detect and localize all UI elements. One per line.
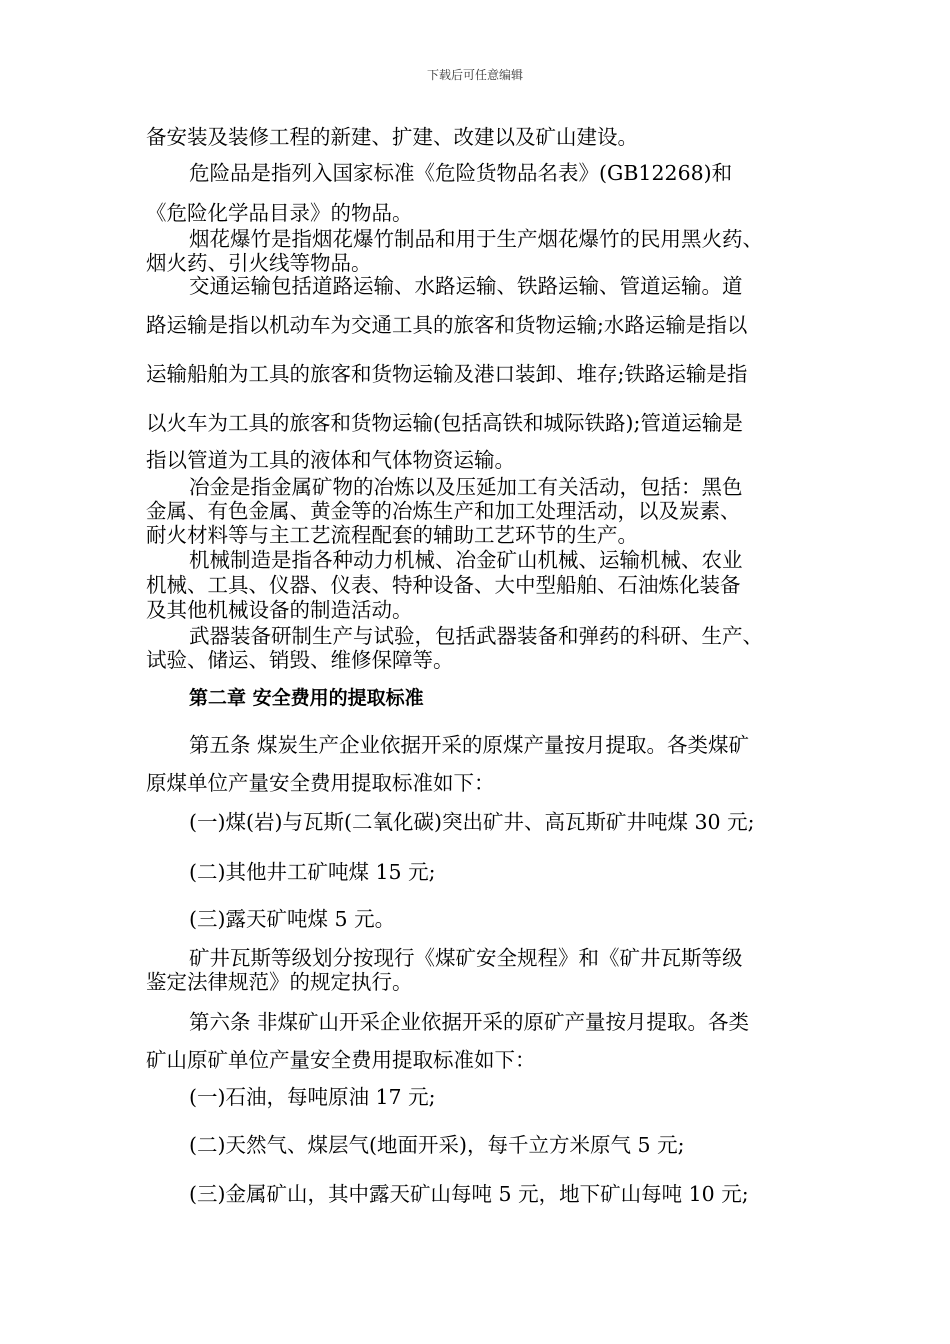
- text-line: (一)石油，每吨原油 17 元;: [189, 1085, 436, 1109]
- text-line: 矿山原矿单位产量安全费用提取标准如下：: [146, 1048, 536, 1072]
- text-line: 第五条 煤炭生产企业依据开采的原煤产量按月提取。各类煤矿: [189, 733, 750, 757]
- text-line: (一)煤(岩)与瓦斯(二氧化碳)突出矿井、高瓦斯矿井吨煤 30 元;: [189, 810, 755, 834]
- text-line: 《危险化学品目录》的物品。: [146, 201, 413, 225]
- text-line: 武器装备研制生产与试验，包括武器装备和弹药的科研、生产、: [189, 624, 763, 648]
- text-line: 路运输是指以机动车为交通工具的旅客和货物运输;水路运输是指以: [146, 313, 748, 337]
- text-line: (二)其他井工矿吨煤 15 元;: [189, 860, 436, 884]
- text-line: 机械制造是指各种动力机械、冶金矿山机械、运输机械、农业: [189, 548, 743, 572]
- text-line: 及其他机械设备的制造活动。: [146, 598, 413, 622]
- text-line: 第六条 非煤矿山开采企业依据开采的原矿产量按月提取。各类: [189, 1010, 750, 1034]
- text-line: 原煤单位产量安全费用提取标准如下：: [146, 771, 495, 795]
- text-line: 金属、有色金属、黄金等的冶炼生产和加工处理活动，以及炭素、: [146, 499, 741, 523]
- chapter-heading: 第二章 安全费用的提取标准: [189, 687, 424, 709]
- text-line: 矿井瓦斯等级划分按现行《煤矿安全规程》和《矿井瓦斯等级: [189, 946, 743, 970]
- text-line: (二)天然气、煤层气(地面开采)，每千立方米原气 5 元;: [189, 1133, 685, 1157]
- text-line: 运输船舶为工具的旅客和货物运输及港口装卸、堆存;铁路运输是指: [146, 362, 748, 386]
- text-line: 鉴定法律规范》的规定执行。: [146, 970, 413, 994]
- text-line: 指以管道为工具的液体和气体物资运输。: [146, 448, 515, 472]
- text-line: 备安装及装修工程的新建、扩建、改建以及矿山建设。: [146, 125, 638, 149]
- text-line: 机械、工具、仪器、仪表、特种设备、大中型船舶、石油炼化装备: [146, 573, 741, 597]
- text-line: 试验、储运、销毁、维修保障等。: [146, 648, 454, 672]
- text-line: 以火车为工具的旅客和货物运输(包括高铁和城际铁路);管道运输是: [146, 411, 743, 435]
- page-header: 下载后可任意编辑: [426, 68, 523, 82]
- text-line: (三)露天矿吨煤 5 元。: [189, 907, 396, 931]
- text-line: 烟花爆竹是指烟花爆竹制品和用于生产烟花爆竹的民用黑火药、: [189, 227, 763, 251]
- text-line: 烟火药、引火线等物品。: [146, 251, 372, 275]
- text-line: 交通运输包括道路运输、水路运输、铁路运输、管道运输。道: [189, 274, 743, 298]
- text-line: 危险品是指列入国家标准《危险货物品名表》(GB12268)和: [189, 161, 733, 185]
- text-line: (三)金属矿山，其中露天矿山每吨 5 元，地下矿山每吨 10 元;: [189, 1182, 749, 1206]
- text-line: 冶金是指金属矿物的冶炼以及压延加工有关活动，包括：黑色: [189, 475, 743, 499]
- text-line: 耐火材料等与主工艺流程配套的辅助工艺环节的生产。: [146, 523, 638, 547]
